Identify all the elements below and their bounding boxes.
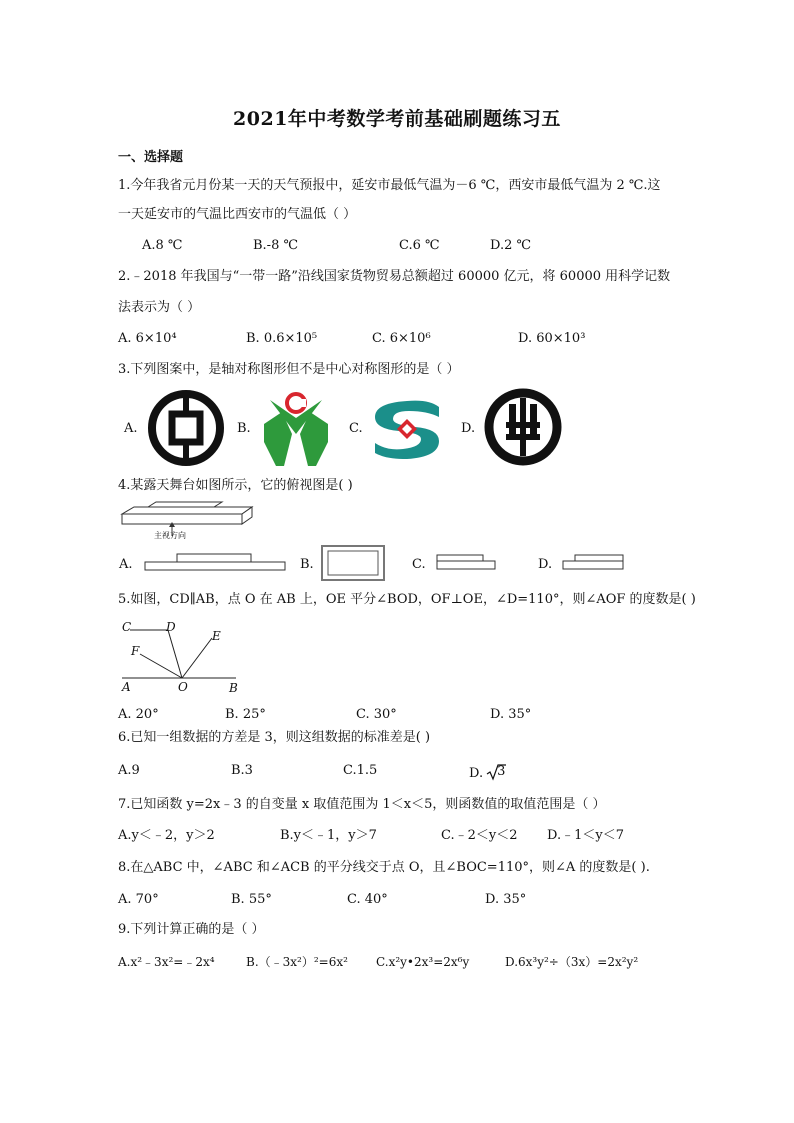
- q6-option-a: A.9: [118, 763, 140, 778]
- q1-option-c: C.6 ℃: [399, 238, 440, 253]
- q4-option-b-figure: [321, 545, 385, 581]
- q4-label-a: A.: [119, 557, 133, 572]
- q5-option-d: D. 35°: [490, 707, 532, 722]
- q1-option-b: B.-8 ℃: [253, 238, 299, 253]
- q7-stem: 7.已知函数 y=2x﹣3 的自变量 x 取值范围为 1＜x＜5，则函数值的取值范围是（ ）: [118, 797, 606, 812]
- q5-option-c: C. 30°: [356, 707, 397, 722]
- q6-option-d-label: D.: [469, 766, 484, 781]
- q3-label-a: A.: [124, 421, 138, 436]
- q2-option-b: B. 0.6×10⁵: [246, 331, 318, 346]
- q4-option-d-figure: [562, 553, 624, 571]
- sqrt-radicand: 3: [497, 764, 506, 779]
- point-label-d: D: [166, 620, 176, 634]
- q7-option-d: D.﹣1＜y＜7: [547, 828, 624, 843]
- logo-grain-icon: [484, 388, 562, 466]
- q1-stem-line2: 一天延安市的气温比西安市的气温低（ ）: [118, 207, 357, 222]
- q4-label-c: C.: [412, 557, 426, 572]
- q9-option-c: C.x²y•2x³=2x⁶y: [376, 955, 470, 969]
- q5-stem: 5.如图，CD∥AB，点 O 在 AB 上，OE 平分∠BOD，OF⊥OE，∠D=110°，则∠AOF 的度数是( ): [118, 592, 696, 607]
- q7-option-b: B.y＜﹣1，y＞7: [280, 828, 377, 843]
- section-heading: 一、选择题: [118, 150, 184, 165]
- page-title: 2021年中考数学考前基础刷题练习五: [233, 108, 561, 130]
- q2-stem-line1: 2.﹣2018 年我国与“一带一路”沿线国家货物贸易总额超过 60000 亿元，将 60000 用科学记数: [118, 269, 671, 284]
- q9-option-d: D.6x³y²÷（3x）=2x²y²: [505, 955, 639, 969]
- q7-option-c: C.﹣2＜y＜2: [441, 828, 518, 843]
- point-label-o: O: [178, 680, 188, 694]
- q8-stem: 8.在△ABC 中，∠ABC 和∠ACB 的平分线交于点 O，且∠BOC=110°，则∠A 的度数是( ).: [118, 860, 650, 875]
- logo-wheat-icon: [262, 390, 330, 466]
- q2-stem-line2: 法表示为（ ）: [118, 300, 201, 315]
- q9-option-a: A.x²﹣3x²=﹣2x⁴: [118, 955, 215, 969]
- q8-option-c: C. 40°: [347, 892, 388, 907]
- q1-option-d: D.2 ℃: [490, 238, 532, 253]
- q3-stem: 3.下列图案中，是轴对称图形但不是中心对称图形的是（ ）: [118, 362, 460, 377]
- q2-option-a: A. 6×10⁴: [118, 331, 177, 346]
- q7-option-a: A.y＜﹣2，y＞2: [118, 828, 215, 843]
- stage-figure: [120, 500, 254, 542]
- sqrt-symbol: [486, 763, 506, 782]
- q4-label-b: B.: [300, 557, 314, 572]
- q6-option-b: B.3: [231, 763, 253, 778]
- q2-option-d: D. 60×10³: [518, 331, 586, 346]
- point-label-e: E: [212, 629, 221, 643]
- q6-option-d: [469, 763, 506, 782]
- q5-option-a: A. 20°: [118, 707, 159, 722]
- q4-option-c-figure: [436, 553, 496, 571]
- q4-stem: 4.某露天舞台如图所示，它的俯视图是( ): [118, 478, 353, 493]
- q9-stem: 9.下列计算正确的是（ ）: [118, 922, 265, 937]
- q4-view-caption: 主视方向: [154, 531, 186, 540]
- q6-stem: 6.已知一组数据的方差是 3，则这组数据的标准差是( ): [118, 730, 431, 745]
- q8-option-a: A. 70°: [118, 892, 159, 907]
- point-label-a: A: [122, 680, 131, 694]
- point-label-b: B: [229, 681, 238, 695]
- logo-coin-icon: [148, 390, 224, 466]
- q4-option-a-figure: [144, 550, 286, 572]
- q5-option-b: B. 25°: [225, 707, 266, 722]
- q8-option-d: D. 35°: [485, 892, 527, 907]
- point-label-c: C: [122, 620, 132, 634]
- q2-option-c: C. 6×10⁶: [372, 331, 431, 346]
- q6-option-c: C.1.5: [343, 763, 378, 778]
- q3-label-c: C.: [349, 421, 363, 436]
- q4-label-d: D.: [538, 557, 553, 572]
- logo-s-icon: [369, 397, 445, 461]
- point-label-f: F: [131, 644, 140, 658]
- q3-label-b: B.: [237, 421, 251, 436]
- q3-label-d: D.: [461, 421, 476, 436]
- q8-option-b: B. 55°: [231, 892, 272, 907]
- q1-option-a: A.8 ℃: [142, 238, 183, 253]
- q1-stem-line1: 1.今年我省元月份某一天的天气预报中，延安市最低气温为－6 ℃，西安市最低气温为 2 ℃.这: [118, 178, 661, 193]
- q9-option-b: B.（﹣3x²）²=6x²: [246, 955, 348, 969]
